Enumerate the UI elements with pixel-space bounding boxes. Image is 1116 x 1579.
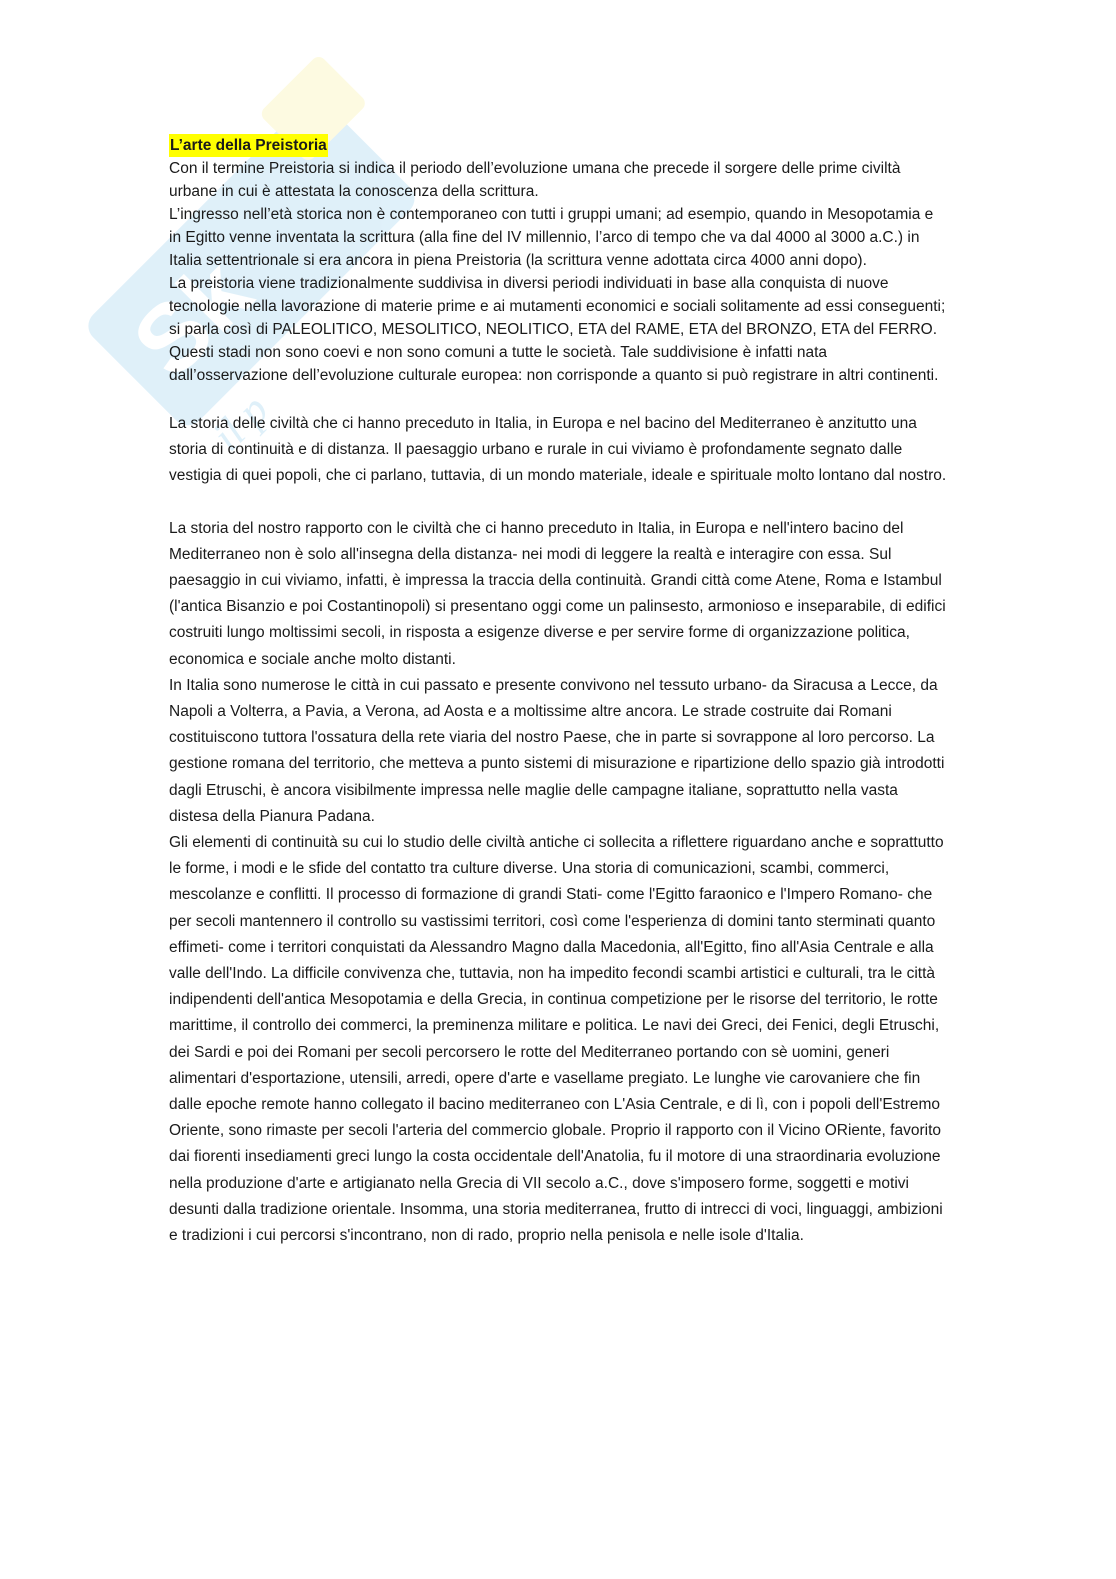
relationship-section <box>169 516 949 1250</box>
continuity-section <box>169 411 949 490</box>
intro-paragraph: Questi stadi non sono coevi e non sono comuni a tutte le società. Tale suddivisione è infatti nata dall’osservazione dell’evoluzione culturale europea: non corrisponde a quanto si può registrare in altri continenti. <box>169 344 939 384</box>
intro-paragraph: La preistoria viene tradizionalmente suddivisa in diversi periodi individuati in base alla conquista di nuove tecnologie nella lavorazione di materie prime e ai mutamenti economici e sociali solitamente ad essi conseguenti; si parla così di PALEOLITICO, MESOLITICO, NEOLITICO, ETA del RAME, ETA del BRONZO, ETA del FERRO. <box>169 275 946 338</box>
document-title: L’arte della Preistoria <box>169 134 328 157</box>
intro-section <box>169 157 949 387</box>
intro-paragraph: Con il termine Preistoria si indica il periodo dell’evoluzione umana che precede il sorgere delle prime civiltà urbane in cui è attestata la conoscenza della scrittura. <box>169 160 901 200</box>
body-paragraph: La storia del nostro rapporto con le civiltà che ci hanno preceduto in Italia, in Europa e nell'intero bacino del Mediterraneo non è solo all'insegna della distanza- nei modi di leggere la realtà e interagire con essa. Sul paesaggio in cui viviamo, infatti, è impressa la traccia della continuità. Grandi città come Atene, Roma e Istambul (l'antica Bisanzio e poi Costantinopoli) si presentano oggi come un palinsesto, armonioso e inseparabile, di edifici costruiti lungo moltissimi secoli, in risposta a esigenze diverse e per servire forme di organizzazione politica, economica e sociale anche molto distanti. <box>169 519 946 668</box>
body-paragraph: Gli elementi di continuità su cui lo studio delle civiltà antiche ci sollecita a riflettere riguardano anche e soprattutto le forme, i modi e le sfide del contatto tra culture diverse. Una storia di comunicazioni, scambi, commerci, mescolanze e conflitti. Il processo di formazione di grandi Stati- come l'Egitto faraonico e l'Impero Romano- che per secoli mantennero il controllo su vastissimi territori, così come l'esperienza di domini tanto sterminati quanto effimeti- come i territori conquistati da Alessandro Magno dalla Macedonia, all'Egitto, fino all'Asia Centrale e alla valle dell'Indo. La difficile convivenza che, tuttavia, non ha impedito fecondi scambi artistici e culturali, tra le città indipendenti dell'antica Mesopotamia e della Grecia, in continua competizione per le risorse del territorio, le rotte marittime, il controllo dei commerci, la preminenza militare e politica. Le navi dei Greci, dei Fenici, degli Etruschi, dei Sardi e poi dei Romani per secoli percorsero le rotte del Mediterraneo portando con sè uomini, generi alimentari d'esportazione, utensili, arredi, opere d'arte e vasellame pregiato. Le lunghe vie carovaniere che fin dalle epoche remote hanno collegato il bacino mediterraneo con L'Asia Centrale, e di lì, con i popoli dell'Estremo Oriente, sono rimaste per secoli l'arteria del commercio globale. Proprio il rapporto con il Vicino ORiente, favorito dai fiorenti insediamenti greci lungo la costa occidentale dell'Anatolia, fu il motore di una straordinaria evoluzione nella produzione d'arte e artigianato nella Grecia di VII secolo a.C., dove s'imposero forme, soggetti e motivi desunti dalla tradizione orientale. Insomma, una storia mediterranea, frutto di intrecci di voci, linguaggi, ambizioni e tradizioni i cui percorsi s'incontrano, non di rado, proprio nella penisola e nelle isole d'Italia. <box>169 834 944 1245</box>
svg-text:il p: il p <box>202 385 278 461</box>
body-paragraph: La storia delle civiltà che ci hanno preceduto in Italia, in Europa e nel bacino del Mediterraneo è anzitutto una storia di continuità e di distanza. Il paesaggio urbano e rurale in cui viviamo è profondamente segnato dalle vestigia di quei popoli, che ci parlano, tuttavia, di un mondo materiale, ideale e spirituale molto lontano dal nostro. <box>169 415 947 485</box>
document-page <box>169 134 949 1249</box>
svg-text:Sk: Sk <box>112 238 272 398</box>
intro-paragraph: L’ingresso nell’età storica non è contemporaneo con tutti i gruppi umani; ad esempio, quando in Mesopotamia e in Egitto venne inventata la scrittura (alla fine del IV millennio, l’arco di tempo che va dal 4000 al 3000 a.C.) in Italia settentrionale si era ancora in piena Preistoria (la scrittura venne adottata circa 4000 anni dopo). <box>169 206 934 269</box>
body-paragraph: In Italia sono numerose le città in cui passato e presente convivono nel tessuto urbano- da Siracusa a Lecce, da Napoli a Volterra, a Pavia, a Verona, ad Aosta e a moltissime altre ancora. Le strade costruite dai Romani costituiscono tuttora l'ossatura della rete viaria del nostro Paese, che in parte si sovrappone al loro percorso. La gestione romana del territorio, che metteva a punto sistemi di misurazione e ripartizione dello spazio già introdotti dagli Etruschi, è ancora visibilmente impressa nelle maglie delle campagne italiane, soprattutto nella vasta distesa della Pianura Padana. <box>169 676 945 825</box>
